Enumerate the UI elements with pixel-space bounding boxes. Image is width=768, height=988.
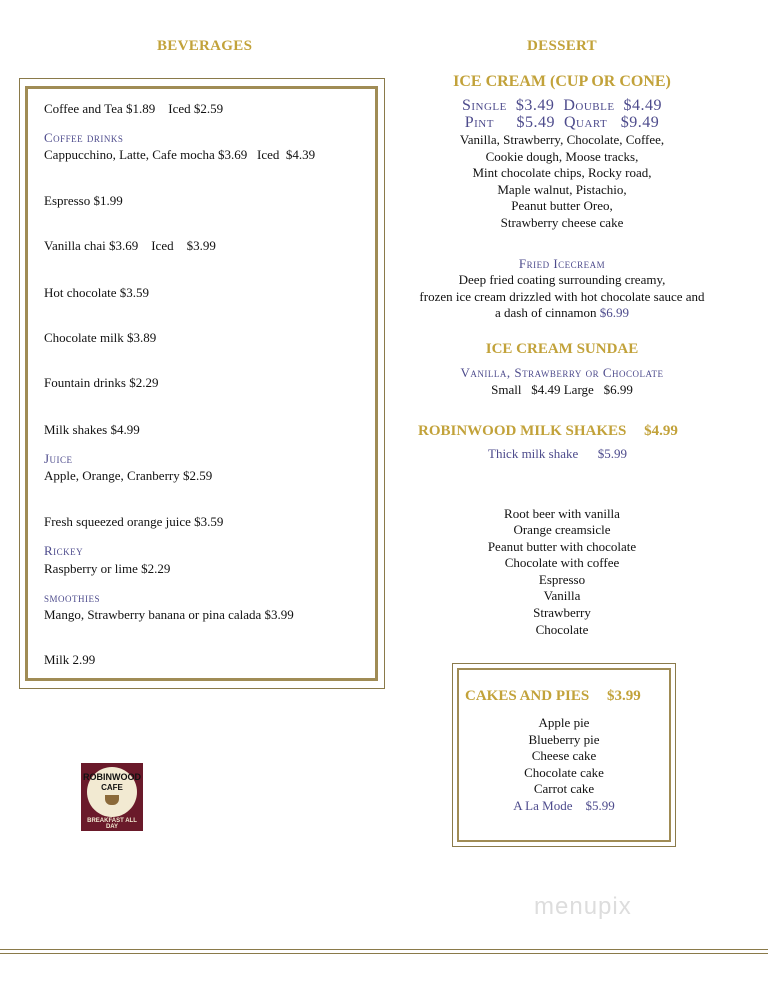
cake-item: Cheese cake bbox=[531, 748, 597, 763]
sundae-sizes: Small $4.49 Large $6.99 bbox=[491, 382, 633, 397]
logo-tagline: BREAKFAST ALL DAY bbox=[87, 818, 137, 830]
bev-milk: Milk 2.99 bbox=[44, 652, 96, 667]
bev-category-rickey: Rickey bbox=[44, 543, 84, 558]
sundae-flavors: Vanilla, Strawberry or Chocolate bbox=[460, 365, 664, 380]
cake-alamode: A La Mode $5.99 bbox=[513, 798, 615, 813]
shakes-heading bbox=[418, 423, 678, 440]
bev-coffee-tea: Coffee and Tea $1.89 Iced $2.59 bbox=[44, 101, 224, 116]
bev-cappuccino: Cappucchino, Latte, Cafe mocha $3.69 Iced $4.39 bbox=[44, 147, 316, 162]
shake-flavor: Chocolate with coffee bbox=[504, 555, 620, 570]
shake-flavor: Chocolate bbox=[535, 622, 589, 637]
coffee-cup-icon bbox=[105, 795, 119, 805]
beverages-title: BEVERAGES bbox=[157, 38, 253, 54]
fried-icecream-title: Fried Icecream bbox=[518, 256, 606, 271]
fried-description-2: frozen ice cream drizzled with hot chocolate sauce and bbox=[419, 289, 705, 304]
menupix-watermark: menupix bbox=[534, 893, 632, 920]
bottom-rule bbox=[0, 949, 768, 950]
thick-shake: Thick milk shake $5.99 bbox=[488, 446, 628, 461]
cake-item: Chocolate cake bbox=[524, 765, 604, 780]
ice-cream-flavor: Mint chocolate chips, Rocky road, bbox=[472, 165, 652, 180]
cake-item: Blueberry pie bbox=[528, 732, 600, 747]
ice-cream-flavor: Cookie dough, Moose tracks, bbox=[485, 149, 639, 164]
bev-hot-chocolate: Hot chocolate $3.59 bbox=[44, 285, 150, 300]
bev-fountain-drinks: Fountain drinks $2.29 bbox=[44, 375, 159, 390]
shakes-title: ROBINWOOD MILK SHAKES bbox=[418, 423, 627, 439]
logo-sub: CAFE bbox=[101, 783, 123, 792]
fried-description-1: Deep fried coating surrounding creamy, bbox=[458, 272, 666, 287]
bev-category-coffee-drinks: Coffee drinks bbox=[44, 130, 124, 145]
fried-description-3 bbox=[380, 305, 744, 322]
ice-cream-flavor: Strawberry cheese cake bbox=[500, 215, 624, 230]
ice-cream-title: ICE CREAM (CUP OR CONE) bbox=[453, 73, 671, 90]
ice-cream-flavor: Maple walnut, Pistachio, bbox=[497, 182, 627, 197]
bottom-rule bbox=[0, 953, 768, 954]
bev-chocolate-milk: Chocolate milk $3.89 bbox=[44, 330, 157, 345]
bev-orange-juice: Fresh squeezed orange juice $3.59 bbox=[44, 514, 224, 529]
sundae-title: ICE CREAM SUNDAE bbox=[485, 341, 639, 357]
ice-cream-sizes-1: Single $3.49 Double $4.49 bbox=[461, 97, 663, 114]
bev-smoothie-flavors: Mango, Strawberry banana or pina calada $3.99 bbox=[44, 607, 294, 622]
bev-milk-shakes: Milk shakes $4.99 bbox=[44, 422, 140, 437]
bev-juice-list: Apple, Orange, Cranberry $2.59 bbox=[44, 468, 213, 483]
ice-cream-flavor: Peanut butter Oreo, bbox=[511, 198, 613, 213]
ice-cream-flavor: Vanilla, Strawberry, Chocolate, Coffee, bbox=[459, 132, 665, 147]
cakes-heading bbox=[465, 688, 641, 705]
dessert-title: DESSERT bbox=[527, 38, 597, 54]
shake-flavor: Espresso bbox=[538, 572, 586, 587]
bev-rickey-flavors: Raspberry or lime $2.29 bbox=[44, 561, 171, 576]
shake-flavor: Vanilla bbox=[543, 588, 581, 603]
fried-description-3-text: a dash of cinnamon bbox=[495, 305, 597, 320]
shakes-price: $4.99 bbox=[644, 423, 678, 439]
shake-flavor: Peanut butter with chocolate bbox=[487, 539, 637, 554]
ice-cream-sizes-2: Pint $5.49 Quart $9.49 bbox=[464, 114, 660, 131]
bev-espresso: Espresso $1.99 bbox=[44, 193, 123, 208]
fried-price: $6.99 bbox=[599, 305, 629, 320]
cake-item: Apple pie bbox=[538, 715, 590, 730]
logo-name: ROBINWOOD bbox=[83, 772, 141, 782]
shake-flavor: Orange creamsicle bbox=[513, 522, 611, 537]
shake-flavor: Strawberry bbox=[533, 605, 591, 620]
bev-vanilla-chai: Vanilla chai $3.69 Iced $3.99 bbox=[44, 238, 216, 253]
bev-category-juice: Juice bbox=[44, 451, 73, 466]
cakes-price: $3.99 bbox=[606, 688, 641, 704]
bev-category-smoothies: smoothies bbox=[44, 590, 101, 605]
shake-flavor: Root beer with vanilla bbox=[504, 506, 620, 521]
robinwood-cafe-logo bbox=[81, 763, 143, 831]
cake-item: Carrot cake bbox=[533, 781, 595, 796]
cakes-title: CAKES AND PIES bbox=[465, 688, 590, 704]
